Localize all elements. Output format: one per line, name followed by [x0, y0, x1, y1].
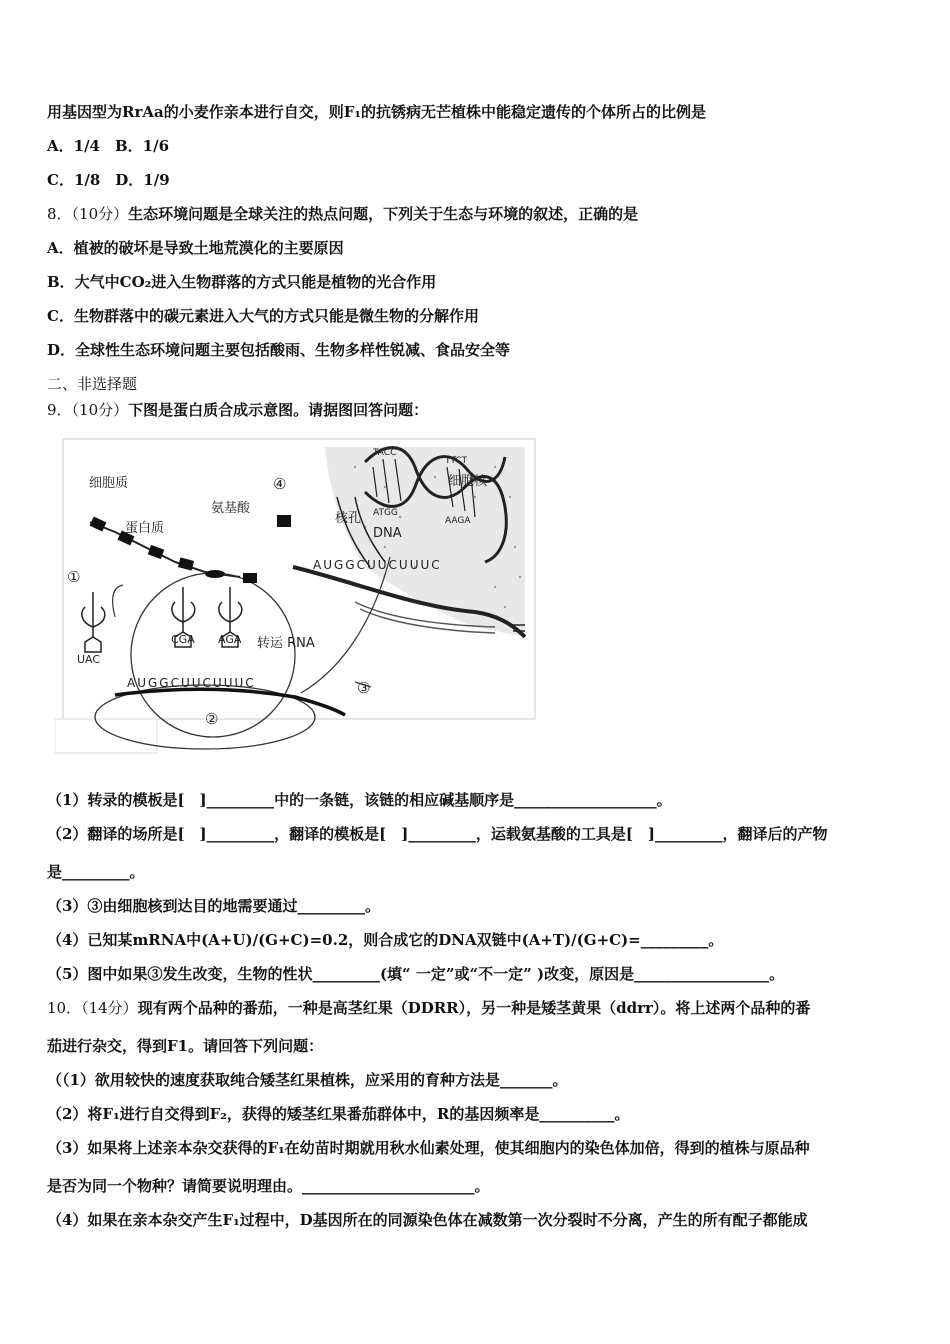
q10-sub-2: （2）将F₁进行自交得到F₂，获得的矮茎红果番茄群体中，R的基因频率是__________。 — [47, 1105, 630, 1123]
q8-stem: 生态环境问题是全球关注的热点问题，下列关于生态与环境的叙述，正确的是 — [128, 205, 639, 223]
mrna-top-sequence: AUGGCUUCUUUC — [313, 558, 442, 572]
q9-stem-line — [47, 400, 428, 420]
label-protein: 蛋白质 — [125, 521, 165, 536]
q10-stem-line — [47, 998, 810, 1018]
anticodon-2: CGA — [171, 633, 195, 646]
label-amino-acid: 氨基酸 — [211, 501, 251, 516]
q10-number: 10．（14分） — [47, 999, 138, 1017]
label-pore: 核孔 — [335, 511, 362, 526]
marker-4: ④ — [273, 475, 287, 493]
q9-sub-2a: （2）翻译的场所是[ ]_________，翻译的模板是[ ]_________，运载氨基酸的工具是[ ]_________，翻译后的产物 — [47, 825, 828, 843]
q8-option-a: A．植被的破坏是导致土地荒漠化的主要原因 — [47, 239, 344, 257]
q8-option-c: C．生物群落中的碳元素进入大气的方式只能是微生物的分解作用 — [47, 307, 479, 325]
dna-letters-4: AAGA — [445, 516, 471, 526]
q10-sub-4: （4）如果在亲本杂交产生F₁过程中，D基因所在的同源染色体在减数第一次分裂时不分离，产生的所有配子都能成 — [47, 1211, 808, 1229]
anticodon-3: AGA — [218, 633, 242, 646]
dna-letters-2: ATGG — [373, 508, 398, 518]
dna-letters-1: TACC — [373, 448, 397, 458]
q10-stem-a: 现有两个品种的番茄，一种是高茎红果（DDRR），另一种是矮茎黄果（ddrr）。将上述两个品种的番 — [137, 999, 811, 1017]
q10-sub-1: （（1）欲用较快的速度获取纯合矮茎红果植株，应采用的育种方法是_______。 — [47, 1071, 568, 1089]
q7-options-cd: C．1/8 D．1/9 — [47, 171, 170, 189]
q9-sub-2b: 是_________。 — [47, 863, 145, 881]
q8-option-b: B．大气中CO₂进入生物群落的方式只能是植物的光合作用 — [47, 273, 437, 291]
q8-stem-line — [47, 204, 638, 224]
q9-stem: 下图是蛋白质合成示意图。请据图回答问题： — [128, 401, 429, 419]
q9-sub-1: （1）转录的模板是[ ]_________中的一条链，该链的相应碱基顺序是___________________。 — [47, 791, 672, 809]
q9-sub-3: （3）③由细胞核到达目的地需要通过_________。 — [47, 897, 380, 915]
q7-options-ab: A．1/4 B．1/6 — [47, 137, 170, 155]
q9-sub-5: （5）图中如果③发生改变，生物的性状_________(填“ 一定”或“不一定” )改变，原因是__________________。 — [47, 965, 785, 983]
q10-stem-b: 茄进行杂交，得到F1。请回答下列问题： — [47, 1037, 324, 1055]
label-cytoplasm: 细胞质 — [89, 476, 129, 491]
section-heading: 二、非选择题 — [47, 375, 138, 393]
q10-sub-3a: （3）如果将上述亲本杂交获得的F₁在幼苗时期就用秋水仙素处理，使其细胞内的染色体加倍，得到的植株与原品种 — [47, 1139, 810, 1157]
marker-1: ① — [67, 568, 81, 586]
q9-sub-4: （4）已知某mRNA中(A+U)/(G+C)=0.2，则合成它的DNA双链中(A+T)/(G+C)=_________。 — [47, 931, 724, 949]
anticodon-1: UAC — [77, 653, 101, 666]
q7-stem: 用基因型为RrAa的小麦作亲本进行自交，则F₁的抗锈病无芒植株中能稳定遗传的个体所占的比例是 — [47, 103, 706, 121]
q8-number: 8．（10分） — [47, 205, 129, 223]
mrna-bottom-sequence: AUGGCUUCUUUC — [127, 676, 256, 690]
q10-sub-3b: 是否为同一个物种？请简要说明理由。_______________________。 — [47, 1177, 490, 1195]
dna-letters-3: TTCT — [445, 456, 468, 466]
q9-number: 9．（10分） — [47, 401, 129, 419]
q8-option-d: D．全球性生态环境问题主要包括酸雨、生物多样性锐减、食品安全等 — [47, 341, 511, 359]
label-nucleus: 细胞核 — [448, 474, 488, 489]
marker-2: ② — [205, 710, 219, 728]
label-trna: 转运 RNA — [257, 636, 315, 651]
label-dna: DNA — [373, 526, 402, 541]
protein-synthesis-diagram — [55, 437, 537, 755]
marker-3: ③ — [357, 679, 371, 697]
